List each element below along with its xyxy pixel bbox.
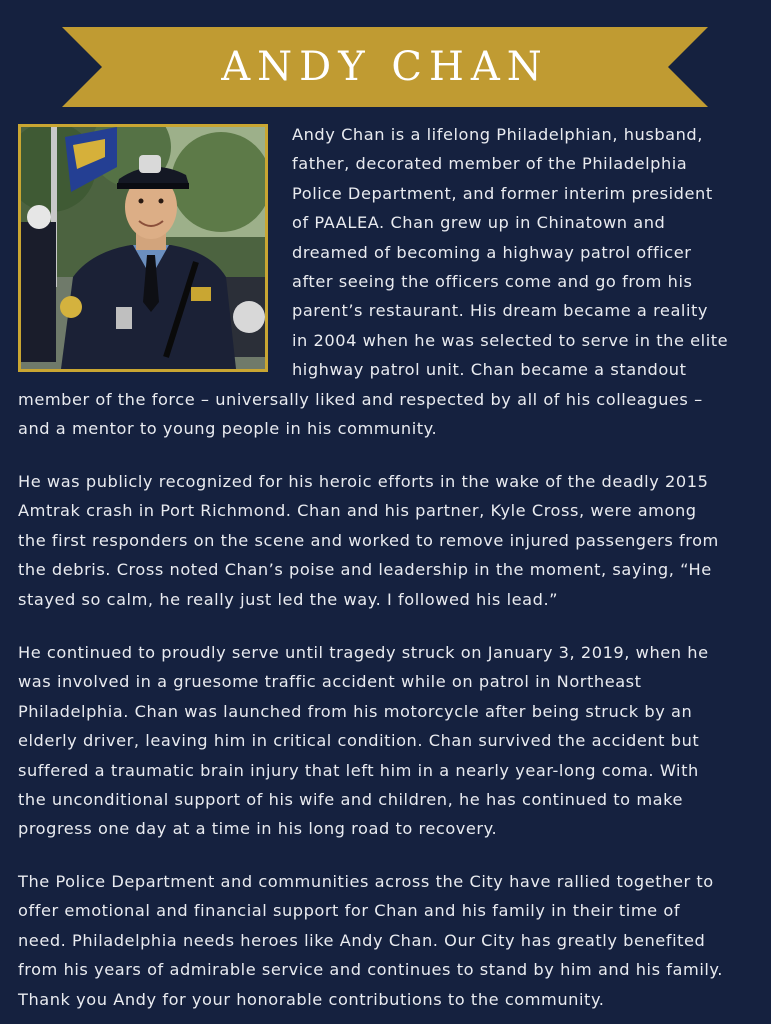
paragraph-1-line: Police Department, and former interim president	[292, 183, 713, 203]
paragraph-4	[18, 867, 723, 1014]
paragraph-4-line: from his years of admirable service and continues to stand by him and his family.	[18, 960, 723, 980]
paragraph-3-line: elderly driver, leaving him in critical condition. Chan survived the accident but	[18, 731, 700, 751]
paragraph-4-line: need. Philadelphia needs heroes like Andy Chan. Our City has greatly benefited	[18, 930, 706, 950]
paragraph-4-line: Thank you Andy for your honorable contributions to the community.	[18, 989, 605, 1009]
paragraph-4-line: offer emotional and financial support for Chan and his family in their time of	[18, 901, 681, 921]
paragraph-2-line: the debris. Cross noted Chan’s poise and leadership in the moment, saying, “He	[18, 560, 712, 580]
paragraph-2-line: He was publicly recognized for his heroic efforts in the wake of the deadly 2015	[18, 472, 709, 491]
paragraph-1-line: and a mentor to young people in his community.	[18, 419, 438, 439]
paragraph-1-line: dreamed of becoming a highway patrol officer	[292, 242, 692, 262]
paragraph-4-line: The Police Department and communities across the City have rallied together to	[18, 872, 714, 891]
paragraph-1-line: parent’s restaurant. His dream became a reality	[292, 301, 709, 321]
paragraph-1-line: father, decorated member of the Philadelphia	[292, 154, 688, 174]
paragraph-1-line: of PAALEA. Chan grew up in Chinatown and	[292, 213, 666, 233]
paragraph-1	[0, 120, 771, 443]
paragraph-1-line: in 2004 when he was selected to serve in the elite	[292, 330, 729, 350]
paragraph-3-line: the unconditional support of his wife and children, he has continued to make	[18, 790, 683, 810]
paragraph-2-line: stayed so calm, he really just led the way. I followed his lead.”	[18, 589, 559, 609]
paragraph-1-line: after seeing the officers come and go from his	[292, 272, 693, 292]
paragraph-2	[18, 467, 719, 614]
paragraph-3-line: suffered a traumatic brain injury that left him in a nearly year-long coma. With	[18, 760, 699, 780]
paragraph-3-line: progress one day at a time in his long road to recovery.	[18, 819, 498, 839]
paragraph-3-line: was involved in a gruesome traffic accident while on patrol in Northeast	[18, 672, 642, 692]
paragraph-3-line: Philadelphia. Chan was launched from his motorcycle after being struck by an	[18, 701, 693, 721]
paragraph-1-line: highway patrol unit. Chan became a standout	[292, 360, 687, 380]
title-banner	[62, 27, 708, 107]
page-title: ANDY CHAN	[221, 44, 549, 90]
paragraph-2-line: the first responders on the scene and worked to remove injured passengers from	[18, 530, 719, 550]
paragraph-3	[18, 638, 709, 844]
paragraph-1-line: member of the force – universally liked and respected by all of his colleagues –	[18, 389, 703, 409]
paragraph-1-line: Andy Chan is a lifelong Philadelphian, husband,	[292, 125, 703, 144]
paragraph-3-line: He continued to proudly serve until tragedy struck on January 3, 2019, when he	[18, 643, 709, 662]
paragraph-2-line: Amtrak crash in Port Richmond. Chan and his partner, Kyle Cross, were among	[18, 501, 697, 521]
